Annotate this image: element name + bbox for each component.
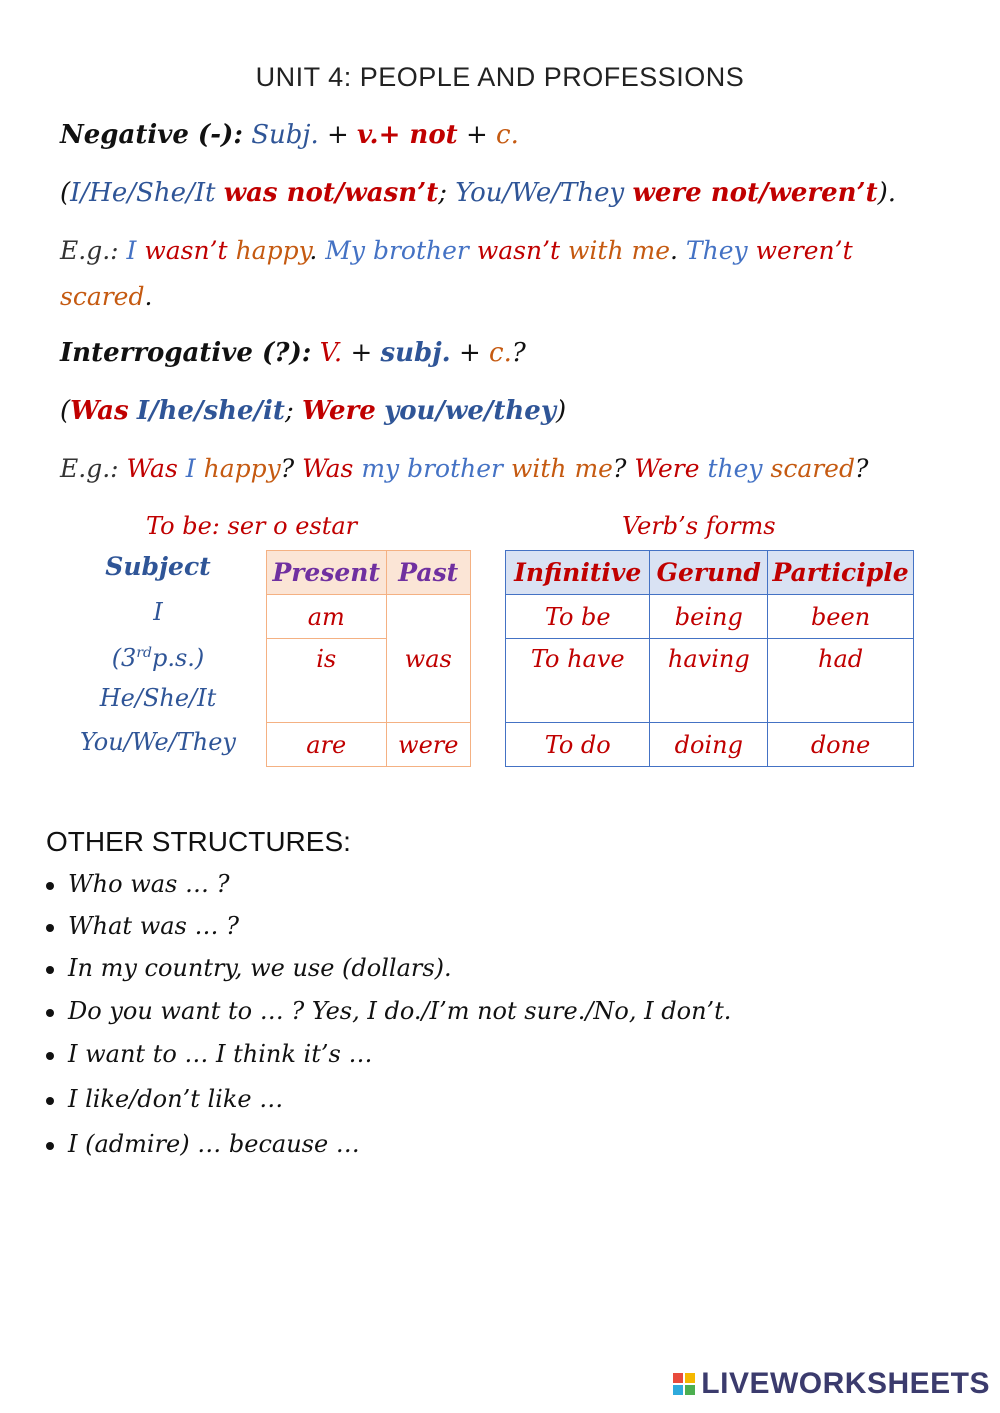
example-complement: with me [510, 454, 613, 483]
liveworksheets-logo[interactable] [673, 1367, 990, 1401]
negative-pl-subjects: You/We/They [455, 178, 625, 208]
interrogative-rule [60, 338, 526, 368]
past-were: were [386, 723, 471, 767]
negative-forms [60, 178, 896, 208]
bullet-icon [46, 924, 54, 932]
third-person-sup: rd [136, 645, 152, 661]
example-subject: my brother [361, 454, 503, 483]
negative-verb-not: v.+ not [357, 120, 458, 150]
present-is: is [267, 639, 387, 723]
open-paren: ( [60, 396, 71, 426]
interrogative-subj: subj. [380, 338, 451, 368]
present-are: are [267, 723, 387, 767]
gerund-cell: being [650, 595, 768, 639]
example-verb: Was [302, 454, 354, 483]
negative-subj: Subj. [251, 120, 319, 150]
example-verb: Were [634, 454, 700, 483]
bullet-icon [46, 966, 54, 974]
present-am: am [267, 595, 387, 639]
subject-he-she-it: He/She/It [99, 684, 217, 712]
infinitive-cell: To have [506, 639, 650, 723]
list-item-text: What was … ? [68, 912, 239, 940]
list-item [46, 1040, 372, 1068]
interrogative-were: Were [301, 396, 376, 426]
example-complement: with me [568, 236, 671, 265]
brand-name: LIVEWORKSHEETS [701, 1367, 990, 1400]
list-item [46, 1130, 360, 1158]
question-mark: ? [280, 454, 295, 483]
example-complement: scared [770, 454, 855, 483]
gerund-cell: doing [650, 723, 768, 767]
negative-sg-verb: was not/wasn’t [223, 178, 439, 208]
logo-square-icon [673, 1385, 683, 1395]
list-item-text: I want to … I think it’s … [68, 1040, 373, 1068]
list-item-text: I like/don’t like … [68, 1085, 284, 1113]
negative-complement: c. [496, 120, 519, 150]
example-complement: scared [60, 282, 145, 311]
question-mark: ? [511, 338, 526, 368]
infinitive-cell: To do [506, 723, 650, 767]
negative-example-cont [60, 282, 152, 311]
list-item-text: In my country, we use (dollars). [68, 954, 452, 982]
question-mark: ? [612, 454, 627, 483]
present-header: Present [267, 551, 387, 595]
semicolon: ; [284, 396, 294, 426]
negative-pl-verb: were not/weren’t [632, 178, 878, 208]
eg-label: E.g.: [60, 454, 119, 483]
to-be-table [266, 550, 471, 767]
logo-square-icon [685, 1385, 695, 1395]
list-item-text: Who was … ? [68, 870, 230, 898]
gerund-header: Gerund [650, 551, 768, 595]
plus-sign: + [465, 120, 488, 150]
close-paren: ) [555, 396, 567, 426]
list-item [46, 997, 731, 1025]
plus-sign: + [326, 120, 349, 150]
interrogative-was: Was [70, 396, 129, 426]
negative-rule [60, 120, 519, 150]
negative-example [60, 236, 853, 265]
semicolon: ; [438, 178, 447, 208]
plus-sign: + [458, 338, 481, 368]
infinitive-cell: To be [506, 595, 650, 639]
gerund-cell: having [650, 639, 768, 723]
page-title: UNIT 4: PEOPLE AND PROFESSIONS [255, 62, 745, 92]
participle-header: Participle [768, 551, 914, 595]
verb-forms-table [505, 550, 914, 767]
participle-cell: had [768, 639, 914, 723]
list-item-text: I (admire) … because … [68, 1130, 360, 1158]
interrogative-sg-subjects: I/he/she/it [136, 396, 285, 426]
verb-forms-caption: Verb’s forms [622, 512, 776, 540]
subject-header: Subject [105, 552, 211, 581]
interrogative-label: Interrogative (?): [60, 338, 312, 368]
interrogative-complement: c. [489, 338, 512, 368]
period: . [670, 236, 678, 265]
list-item-text: Do you want to … ? Yes, I do./I’m not sure./No, I don’t. [68, 997, 732, 1025]
interrogative-example [60, 454, 868, 483]
list-item [46, 954, 452, 982]
negative-label: Negative (-): [60, 120, 243, 150]
negative-sg-subjects: I/He/She/It [70, 178, 216, 208]
participle-cell: been [768, 595, 914, 639]
participle-cell: done [768, 723, 914, 767]
period: . [144, 282, 153, 311]
example-subject: My brother [325, 236, 469, 265]
infinitive-header: Infinitive [506, 551, 650, 595]
example-subject: They [685, 236, 748, 265]
plus-sign: + [350, 338, 373, 368]
bullet-icon [46, 1009, 54, 1017]
period: . [309, 236, 318, 265]
example-complement: happy [235, 236, 310, 265]
interrogative-pl-subjects: you/we/they [384, 396, 556, 426]
subject-third-person [70, 644, 246, 672]
logo-square-icon [685, 1373, 695, 1383]
list-item [46, 912, 239, 940]
example-subject: they [707, 454, 763, 483]
bullet-icon [46, 1097, 54, 1105]
third-person-suffix: p.s.) [151, 644, 205, 672]
past-header: Past [386, 551, 471, 595]
list-item [46, 1085, 283, 1113]
example-complement: happy [203, 454, 281, 483]
past-was: was [386, 595, 471, 723]
logo-mark-icon [673, 1373, 695, 1395]
close-paren: ). [877, 178, 897, 208]
open-paren: ( [60, 178, 71, 208]
other-structures-title: OTHER STRUCTURES: [46, 826, 351, 857]
to-be-caption: To be: ser o estar [146, 512, 358, 540]
subject-plural: You/We/They [80, 728, 236, 756]
bullet-icon [46, 1052, 54, 1060]
interrogative-forms [60, 396, 566, 426]
example-subject: I [126, 236, 137, 265]
example-verb: weren’t [755, 236, 853, 265]
example-verb: Was [126, 454, 178, 483]
subject-i: I [153, 598, 163, 626]
question-mark: ? [855, 454, 869, 483]
bullet-icon [46, 882, 54, 890]
eg-label: E.g.: [60, 236, 119, 265]
list-item [46, 870, 230, 898]
logo-square-icon [673, 1373, 683, 1383]
third-person-prefix: (3 [111, 644, 137, 672]
example-verb: wasn’t [476, 236, 561, 265]
example-subject: I [185, 454, 196, 483]
example-verb: wasn’t [144, 236, 228, 265]
bullet-icon [46, 1142, 54, 1150]
interrogative-verb: V. [319, 338, 343, 368]
